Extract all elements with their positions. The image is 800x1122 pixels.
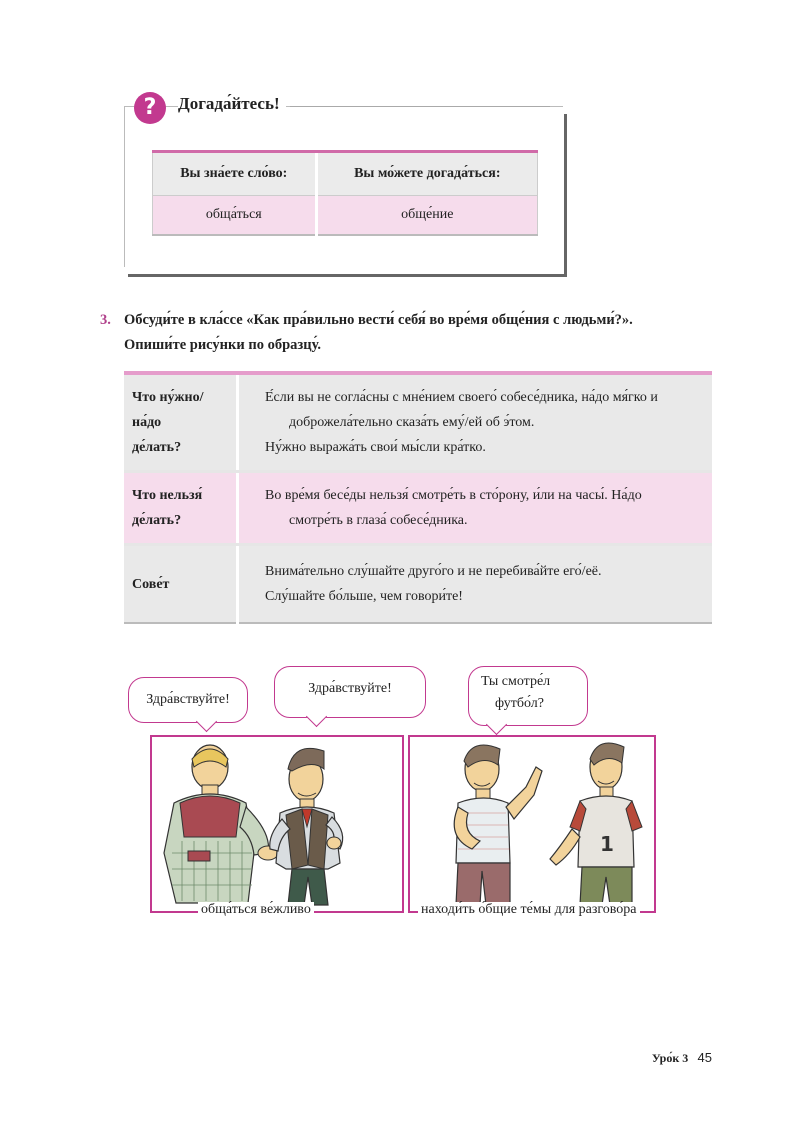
- row-label-line: Что нельзя́: [132, 488, 203, 503]
- page-footer: [652, 1050, 712, 1066]
- task-number: 3.: [100, 312, 111, 328]
- row-label: [124, 373, 238, 472]
- guess-header-guess: Вы мо́жете догада́ться:: [316, 152, 537, 196]
- row-label-line: Сове́т: [132, 576, 170, 592]
- illustration-panel-2: [408, 735, 656, 913]
- lesson-label: Уро́к 3: [651, 1051, 689, 1065]
- bubble-tail: [196, 711, 217, 732]
- speech-bubble-2: [274, 666, 426, 718]
- guess-title: Догада́йтесь!: [178, 94, 286, 114]
- row-text-line: смотре́ть в глаза́ собесе́дника.: [289, 513, 468, 528]
- table-row: [124, 545, 712, 624]
- row-text: [238, 472, 713, 545]
- illustration-panel-1: [150, 735, 404, 913]
- row-label-line: де́лать?: [132, 513, 182, 528]
- task-line-2: Опиши́те рису́нки по образцу́.: [124, 337, 322, 353]
- guess-box: [124, 92, 566, 278]
- speech-bubble-1: [128, 677, 248, 723]
- guess-table: [152, 150, 538, 236]
- row-label: [124, 472, 238, 545]
- row-text-line: Внима́тельно слу́шайте друго́го и не перебива́йте его́/её.: [265, 564, 602, 579]
- row-label-line: на́до: [132, 415, 162, 430]
- caption-2: находи́ть о́бщие те́мы для разгово́ра: [418, 902, 640, 918]
- task-line-1: Обсуди́те в кла́ссе «Как пра́вильно вести́ себя́ во вре́мя обще́ния с людьми́?».: [124, 312, 633, 328]
- bubble-text: Здра́вствуйте!: [308, 681, 392, 696]
- caption-1: обща́ться ве́жливо: [198, 902, 314, 918]
- bubble-tail: [486, 714, 507, 735]
- task-3: [100, 308, 720, 358]
- bubble-tail: [306, 706, 327, 727]
- row-label-line: Что ну́жно/: [132, 390, 204, 405]
- row-label-line: де́лать?: [132, 440, 182, 455]
- table-row: [124, 373, 712, 472]
- row-text-line: Во вре́мя бесе́ды нельзя́ смотре́ть в сто́рону, и́ли на часы́. На́до: [265, 488, 642, 503]
- table-row: [124, 472, 712, 545]
- bubble-text: Здра́вствуйте!: [146, 692, 230, 707]
- shirt-number: 1: [600, 832, 614, 856]
- guess-title-rule: [290, 106, 550, 107]
- page-number: 45: [697, 1050, 712, 1065]
- rules-table: [124, 371, 712, 624]
- handshake-illustration: [152, 737, 402, 911]
- row-text-line: Слу́шайте бо́льше, чем говори́те!: [265, 589, 463, 604]
- row-label: [124, 545, 238, 624]
- conversation-illustration: [410, 737, 654, 911]
- bubble-text: футбо́л?: [495, 696, 544, 711]
- row-text: [238, 545, 713, 624]
- row-text-line: Е́сли вы не согла́сны с мне́нием своего́ собесе́дника, на́до мя́гко и: [265, 390, 658, 405]
- guess-cell-verb: обща́ться: [153, 196, 317, 236]
- guess-header-known: Вы зна́ете сло́во:: [153, 152, 317, 196]
- question-icon: ?: [134, 92, 166, 124]
- row-text-line: доброжела́тельно сказа́ть ему́/ей об э́том.: [289, 415, 535, 430]
- speech-bubble-3: [468, 666, 588, 726]
- row-text-line: Ну́жно выража́ть свои́ мы́сли кра́тко.: [265, 440, 486, 455]
- row-text: [238, 373, 713, 472]
- bubble-text: Ты смотре́л: [481, 674, 551, 689]
- guess-cell-noun: обще́ние: [316, 196, 537, 236]
